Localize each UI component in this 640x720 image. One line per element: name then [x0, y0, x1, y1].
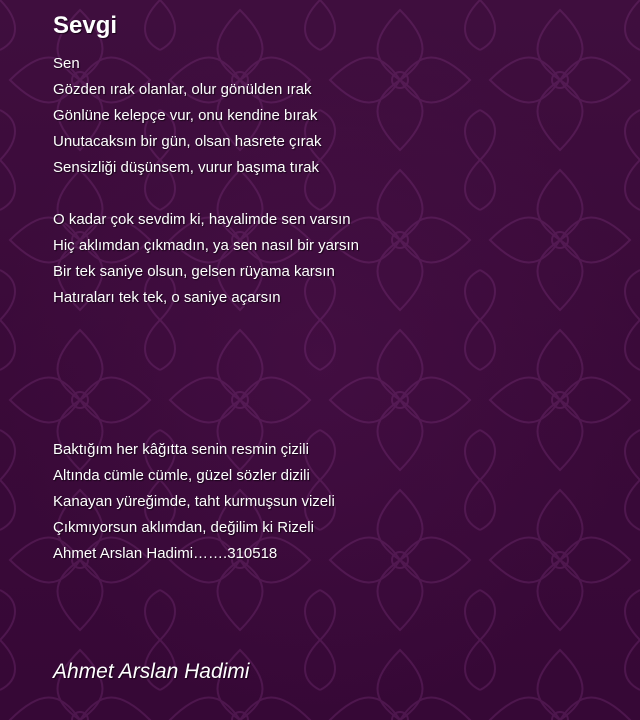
poem-line: Sensizliği düşünsem, vurur başıma tırak: [53, 159, 319, 176]
stanza-3: [53, 437, 335, 567]
poem-line: Kanayan yüreğimde, taht kurmuşsun vizeli: [53, 493, 335, 510]
poem-line: Gözden ırak olanlar, olur gönülden ırak: [53, 81, 312, 98]
poem-line: O kadar çok sevdim ki, hayalimde sen varsın: [53, 211, 351, 228]
poem-line: Sen: [53, 55, 80, 72]
poem-line: Hatıraları tek tek, o saniye açarsın: [53, 289, 281, 306]
poem-line: Bir tek saniye olsun, gelsen rüyama karsın: [53, 263, 335, 280]
poem-line: Çıkmıyorsun aklımdan, değilim ki Rizeli: [53, 519, 314, 536]
poem-line: Altında cümle cümle, güzel sözler dizili: [53, 467, 310, 484]
stanza-2: [53, 207, 359, 311]
poem-title: Sevgi: [53, 12, 118, 39]
poem-line: Ahmet Arslan Hadimi…….310518: [53, 545, 278, 562]
poem-line: Gönlüne kelepçe vur, onu kendine bırak: [53, 107, 318, 124]
poem-line: Unutacaksın bir gün, olsan hasrete çırak: [53, 133, 322, 150]
poem-line: Baktığım her kâğıtta senin resmin çizili: [53, 441, 309, 458]
stanza-1: [53, 51, 321, 181]
poem-author: Ahmet Arslan Hadimi: [53, 660, 250, 683]
poem-line: Hiç aklımdan çıkmadın, ya sen nasıl bir yarsın: [53, 237, 359, 254]
